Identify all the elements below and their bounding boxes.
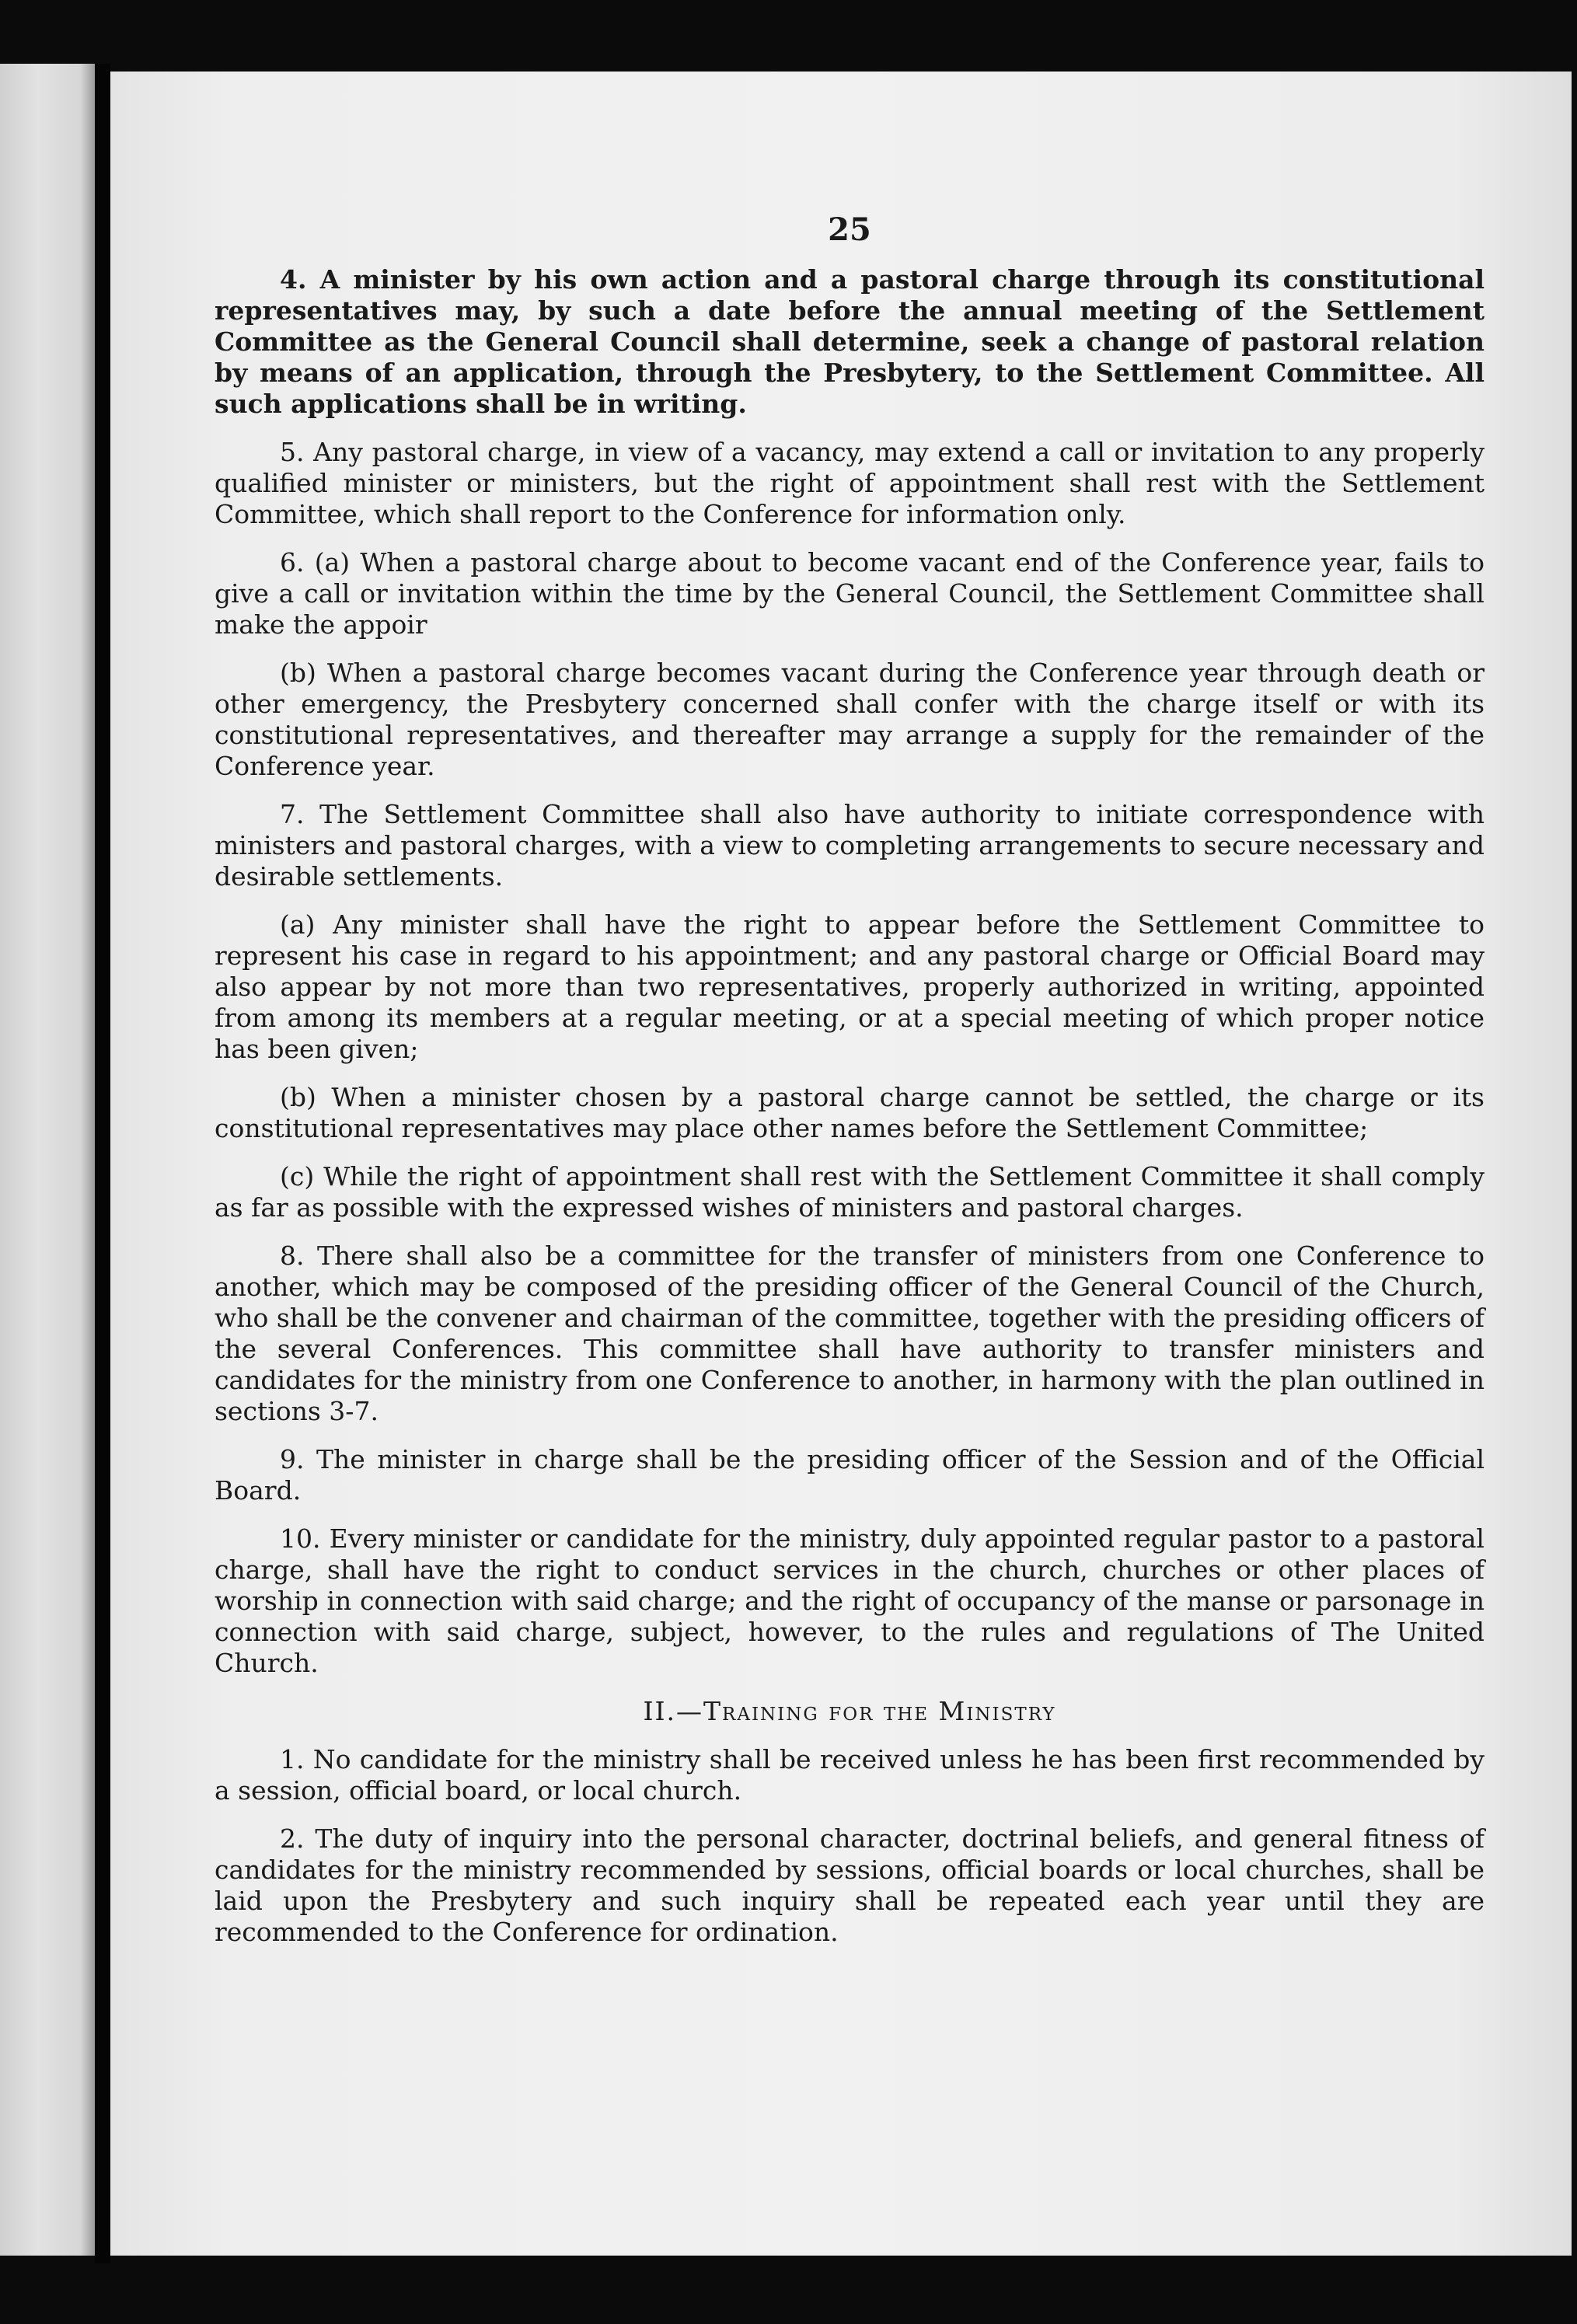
- training-clause-1: 1. No candidate for the ministry shall be received unless he has been first recommended by a session, official board, or local church.: [215, 1744, 1485, 1806]
- clause-7: 7. The Settlement Committee shall also have authority to initiate correspondence with ministers and pastoral charges, with a view to completing arrangements to secure necessary and desirable settlements.: [215, 799, 1485, 892]
- page-number: 25: [828, 211, 871, 248]
- training-clause-2: 2. The duty of inquiry into the personal character, doctrinal beliefs, and general fitness of candidates for the ministry recommended by sessions, official boards or local churches, shall be laid upon the Presbytery and such inquiry shall be repeated each year until they are recommended to the Conference for ordination.: [215, 1823, 1485, 1947]
- facing-page-edge: [0, 64, 95, 2256]
- clause-4: 4. A minister by his own action and a pastoral charge through its constitutional representatives may, by such a date before the annual meeting of the Settlement Committee as the General Council shall determine, seek a change of pastoral relation by means of an application, through the Presbytery, to the Settlement Committee. All such applications shall be in writing.: [215, 264, 1485, 419]
- clause-7b: (b) When a minister chosen by a pastoral charge cannot be settled, the charge or its constitutional representatives may place other names before the Settlement Committee;: [215, 1082, 1485, 1143]
- clause-6a: 6. (a) When a pastoral charge about to become vacant end of the Conference year, fails to give a call or invitation within the time by the General Council, the Settlement Committee shall make the appoir: [215, 547, 1485, 640]
- clause-8: 8. There shall also be a committee for the transfer of ministers from one Conference to another, which may be composed of the presiding officer of the General Council of the Church, who shall be the convener and chairman of the committee, together with the presiding officers of the several Conferences. This committee shall have authority to transfer ministers and candidates for the ministry from one Conference to another, in harmony with the plan outlined in sections 3-7.: [215, 1241, 1485, 1426]
- clause-7c: (c) While the right of appointment shall rest with the Settlement Committee it shall comply as far as possible with the expressed wishes of ministers and pastoral charges.: [215, 1161, 1485, 1223]
- document-page: [110, 72, 1572, 2256]
- clause-6b: (b) When a pastoral charge becomes vacant during the Conference year through death or other emergency, the Presbytery concerned shall confer with the charge itself or with its constitutional representatives, and thereafter may arrange a supply for the remainder of the Conference year.: [215, 658, 1485, 781]
- clause-7a: (a) Any minister shall have the right to appear before the Settlement Committee to represent his case in regard to his appointment; and any pastoral charge or Official Board may also appear by not more than two representatives, properly authorized in writing, appointed from among its members at a regular meeting, or at a special meeting of which proper notice has been given;: [215, 909, 1485, 1064]
- clause-9: 9. The minister in charge shall be the presiding officer of the Session and of the Official Board.: [215, 1444, 1485, 1506]
- page-text-column: [215, 211, 1485, 1965]
- clause-5: 5. Any pastoral charge, in view of a vacancy, may extend a call or invitation to any properly qualified minister or ministers, but the right of appointment shall rest with the Settlement Committee, which shall report to the Conference for information only.: [215, 437, 1485, 529]
- section-heading: II.—Training for the Ministry: [643, 1696, 1056, 1726]
- book-spine-shadow: [95, 64, 110, 2263]
- clause-10: 10. Every minister or candidate for the ministry, duly appointed regular pastor to a pastoral charge, shall have the right to conduct services in the church, churches or other places of worship in connection with said charge; and the right of occupancy of the manse or parsonage in connection with said charge, subject, however, to the rules and regulations of The United Church.: [215, 1523, 1485, 1678]
